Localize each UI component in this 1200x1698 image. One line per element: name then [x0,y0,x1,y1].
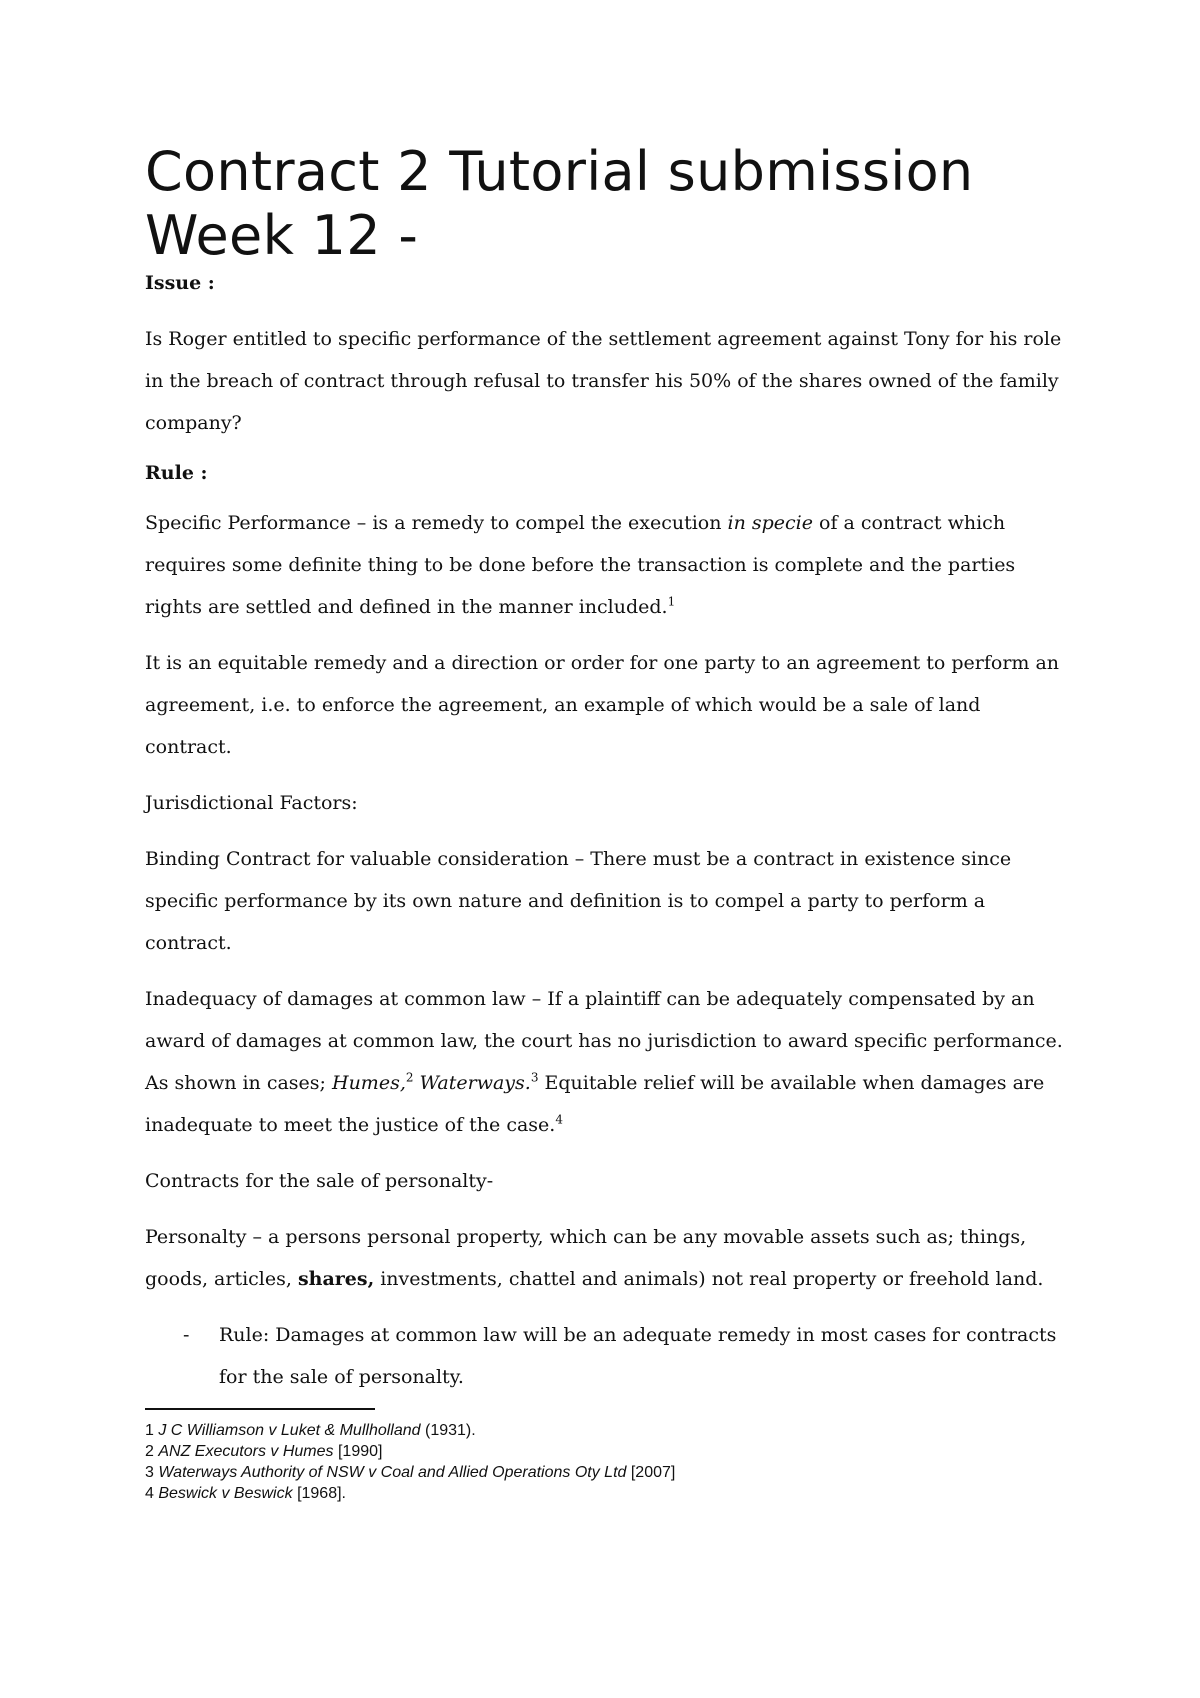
personalty-text: Personalty – a persons personal property, which can be any movable assets such as; things, goods, articles, [145,1226,1027,1290]
footnote-year: (1931) [425,1422,472,1439]
personalty-bold-shares: shares, [297,1268,375,1290]
title-line-1: Contract 2 Tutorial submission [145,140,974,203]
inadequacy-text: Inadequacy of damages at common law – If a plaintiff can be adequately compensated by an award of damages at common law, the court has no jurisdiction to award specific performance. As shown in cases; [145,988,1063,1094]
sp-def-text: Specific Performance – is a remedy to compel the execution [145,512,728,534]
footnote-number: 2 [145,1443,154,1460]
footnote-number: 3 [145,1464,154,1481]
footnote-case: Waterways Authority of NSW v Coal and Allied Operations Oty Ltd [158,1464,627,1481]
document-page [145,140,1065,1504]
footnote-case: ANZ Executors v Humes [158,1443,334,1460]
issue-label: Issue : [145,272,215,294]
footnote-case: Beswick v Beswick [158,1485,293,1502]
rule-bullet-item [145,1314,1065,1398]
inadequacy-text-end: Equitable relief will be available when damages are inadequate to meet the justice of the case. [145,1072,1045,1136]
inadequacy-paragraph [145,978,1065,1146]
binding-contract-paragraph: Binding Contract for valuable consideration – There must be a contract in existence since specific performance by its own nature and definition is to compel a party to perform a contract. [145,848,1012,954]
footnote-ref-1[interactable]: 1 [667,594,676,609]
equitable-remedy-paragraph: It is an equitable remedy and a direction or order for one party to an agreement to perform an agreement, i.e. to enforce the agreement, an example of which would be a sale of land contract. [145,652,1060,758]
specific-performance-definition [145,502,1065,628]
footnote-end: . [341,1485,346,1502]
issue-paragraph: Is Roger entitled to specific performance of the settlement agreement against Tony for his role in the breach of contract through refusal to transfer his 50% of the shares owned of the family company? [145,328,1062,434]
footnote-ref-2[interactable]: 2 [405,1070,414,1085]
title-line-2: Week 12 - [145,204,419,267]
footnote-2 [145,1441,1065,1462]
footnote-end: . [471,1422,476,1439]
footnote-4 [145,1483,1065,1504]
case-humes: Humes, [332,1072,406,1094]
footnote-year: [1968] [297,1485,342,1502]
rule-label: Rule : [145,462,208,484]
bullet-text: Rule: Damages at common law will be an adequate remedy in most cases for contracts for the sale of personalty. [219,1324,1057,1388]
footnotes [145,1420,1065,1504]
footnote-year: [2007] [630,1464,676,1481]
footnote-ref-3[interactable]: 3 [530,1070,539,1085]
footnote-case: J C Williamson v Luket & Mullholland [158,1422,421,1439]
sp-def-text-end: of a contract which requires some definite thing to be done before the transaction is complete and the parties rights are settled and defined in the manner included. [145,512,1016,618]
document-title [145,140,1065,268]
footnote-year: [1990] [337,1443,383,1460]
footnote-3 [145,1462,1065,1483]
footnote-number: 1 [145,1422,154,1439]
jurisdictional-factors-heading: Jurisdictional Factors: [145,792,358,814]
footnote-1 [145,1420,1065,1441]
case-waterways: Waterways. [419,1072,531,1094]
footnote-separator [145,1408,375,1410]
sp-def-italic: in specie [727,512,813,534]
personalty-heading: Contracts for the sale of personalty- [145,1170,494,1192]
personalty-definition [145,1216,1065,1300]
footnote-number: 4 [145,1485,154,1502]
personalty-text-end: investments, chattel and animals) not real property or freehold land. [374,1268,1044,1290]
bullet-dash: - [183,1324,190,1346]
footnote-ref-4[interactable]: 4 [555,1112,563,1127]
